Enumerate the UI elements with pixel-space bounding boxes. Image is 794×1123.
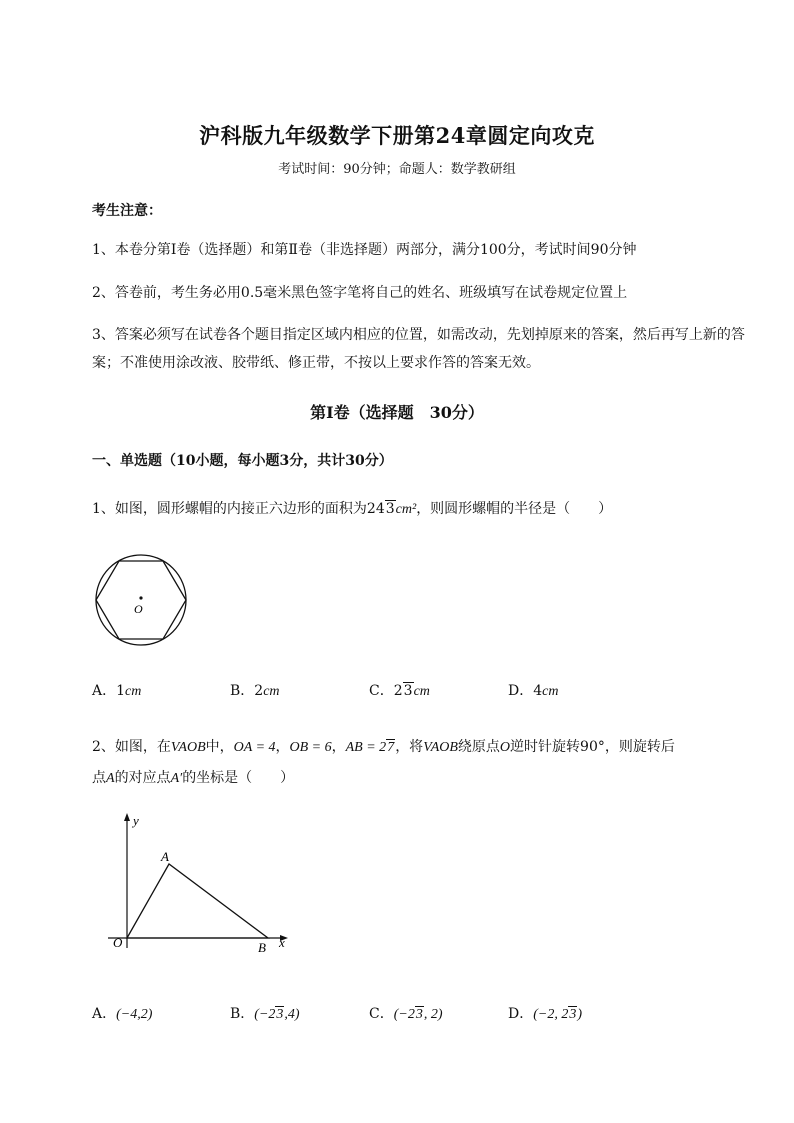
- hexagon: [96, 561, 186, 639]
- q1-figure: [92, 553, 192, 648]
- notice-item-2: 2、答卷前，考生务必用0.5毫米黑色签字笔将自己的姓名、班级填写在试卷规定位置上: [92, 285, 628, 301]
- q2-option-d[interactable]: D．(−2, 23): [508, 1006, 583, 1022]
- notice-item-1: 1、本卷分第I卷（选择题）和第Ⅱ卷（非选择题）两部分，满分100分，考试时间90分钟: [92, 242, 637, 258]
- q1-option-d[interactable]: D．4cm: [508, 683, 559, 699]
- part-heading: 一、单选题（10小题，每小题3分，共计30分）: [92, 453, 393, 469]
- nut-circle: [96, 555, 186, 645]
- q1-option-a[interactable]: A．1cm: [92, 683, 142, 699]
- page-title: 沪科版九年级数学下册第24章圆定向攻克: [199, 123, 595, 148]
- q2-figure: [108, 810, 298, 958]
- q2-option-b[interactable]: B．(−23,4): [230, 1006, 300, 1022]
- q1-sqrt: 3: [385, 501, 395, 517]
- y-axis-arrow: [124, 813, 130, 821]
- center-point: [139, 596, 142, 599]
- y-label: y: [133, 813, 139, 828]
- point-a-label: A: [161, 849, 169, 864]
- q1-text-prefix: 1、如图，圆形螺帽的内接正六边形的面积为24: [92, 501, 385, 517]
- x-label: x: [279, 935, 285, 950]
- point-b-label: B: [258, 940, 266, 955]
- q1-option-b[interactable]: B．2cm: [230, 683, 280, 699]
- q2-option-a[interactable]: A．(−4,2): [92, 1006, 153, 1022]
- question-1-text: [92, 494, 752, 525]
- notice-heading: 考生注意：: [92, 203, 162, 219]
- triangle-aob: [127, 864, 268, 938]
- q1-text-suffix: ，则圆形螺帽的半径是（ ）: [416, 501, 613, 517]
- q1-unit: cm²: [395, 502, 417, 517]
- exam-info: 考试时间：90分钟；命题人：数学教研组: [278, 162, 516, 177]
- q2-option-c[interactable]: C．(−23, 2): [369, 1006, 443, 1022]
- center-label: O: [134, 602, 143, 616]
- q1-option-c[interactable]: C．23cm: [369, 683, 430, 699]
- question-2-text: 2、如图，在VAOB中，OA = 4，OB = 6，AB = 27，将VAOB绕原点O逆时针旋转90°，则旋转后 点A的对应点A′的坐标是（ ）: [92, 739, 675, 786]
- point-o-label: O: [113, 935, 123, 950]
- section-title: 第I卷（选择题 30分）: [310, 403, 484, 422]
- notice-item-3: 3、答案必须写在试卷各个题目指定区域内相应的位置，如需改动，先划掉原来的答案，然后再写上新的答案；不准使用涂改液、胶带纸、修正带，不按以上要求作答的答案无效。: [92, 327, 745, 371]
